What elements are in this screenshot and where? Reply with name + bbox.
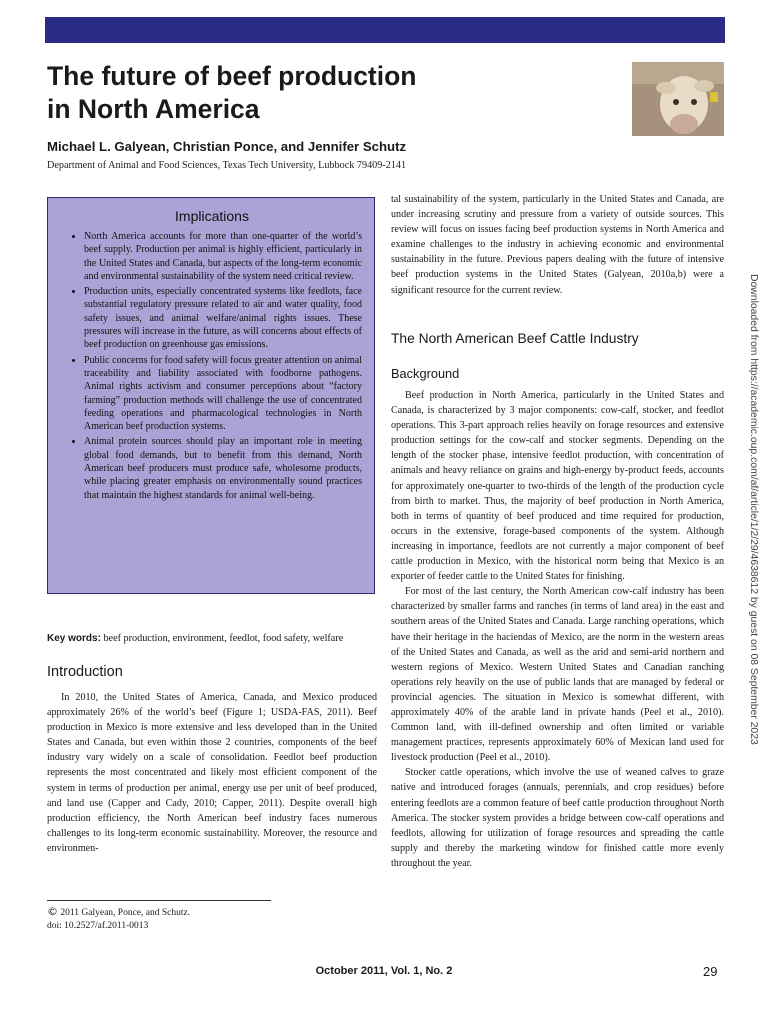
body-paragraph: Stocker cattle operations, which involve the use of weaned calves to graze native and introduced forages (annuals, perennials, and crop residues) before entering feedlots are a common feature of beef cattle production throughout North America. The stocker system provides a bridge between cow-calf operations and feedlots, allowing for utilization of forage resources and spreading the cattle supply and thereby the marketing window for finished cattle more evenly throughout the year. (391, 767, 724, 869)
implication-item: • Public concerns for food safety will focus greater attention on animal traceability and liability associated with foodborne pathogens. Animal rights activism and consumer perceptions about “factory farming” production methods will challenge the use of concentrated feeding operations and pharmacological technologies in North American beef production systems. (84, 354, 362, 434)
implications-list (62, 230, 362, 502)
implication-item: • North America accounts for more than one-quarter of the world’s beef supply. Production per animal is highly efficient, particularly in the United States and Canada, but aspects of the long-term economic and environmental sustainability of the system need critical review. (84, 230, 362, 283)
column2-lead-paragraph: tal sustainability of the system, particularly in the United States and Canada, are under increasing scrutiny and pressure from a variety of outside sources. This review will focus on issues facing beef production systems in North America and examine challenges to the industry in achieving economic and environmental sustainability in the future. Previous papers dealing with the future of intensive beef production systems in the United States (Galyean, 2010a,b) were a significant resource for the current review. (391, 194, 724, 296)
implication-item: • Production units, especially concentrated systems like feedlots, face substantial regulatory pressure related to air and water quality, food safety issues, and animal welfare/animal rights issues. These pressures will increase in the future, as will concerns about effects of beef production on greenhouse gas emissions. (84, 285, 362, 351)
author-affiliation: Department of Animal and Food Sciences, Texas Tech University, Lubbock 79409-2141 (47, 160, 407, 171)
doi-text: doi: 10.2527/af.2011-0013 (47, 921, 149, 931)
footer-issue-info: October 2011, Vol. 1, No. 2 (315, 965, 453, 977)
top-header-bar (45, 17, 725, 43)
implications-title: Implications (175, 208, 249, 224)
keywords-label: Key words: (47, 633, 101, 644)
body-paragraph: Beef production in North America, particularly in the United States and Canada, is characterized by 3 major components: cow-calf, stocker, and feedlot operations. This 3-part approach relies heavily on forage resources and extensive production settings for the cow-calf and stocker segments. Depending on the length of the stocker phase, intensive feedlot production, with concentration of animals and heavy reliance on grains and high-energy by-product feeds, accounts for approximately one-quarter to two-thirds of the length of the production cycle from birth to market. Thus, the majority of beef production in North America, both in terms of quantity of beef produced and time required for production, occurs in the extensive, forage-based components of the system. Although increasing in importance, feedlots are not currently a major component of beef cattle production in Mexico, with the historical norm being that Mexico is an exporter of feeder cattle to the United States for finishing. (391, 390, 724, 583)
copyright-symbol: © (47, 905, 58, 918)
cow-photo (632, 62, 724, 136)
article-title: The future of beef production in North America (47, 61, 417, 124)
copyright-footnote (47, 905, 190, 933)
introduction-heading: Introduction (47, 664, 123, 680)
footnote-divider (47, 900, 271, 901)
implication-item: • Animal protein sources should play an important role in meeting global food demands, but to benefit from this demand, North American beef producers must produce safe, wholesome products, while placing greater emphasis on environmentally sound practices that maintain the highest standards for animal well-being. (84, 435, 362, 501)
cow-photo-icon (632, 62, 724, 136)
keywords-text: beef production, environment, feedlot, food safety, welfare (100, 633, 344, 644)
implications-box (47, 197, 375, 594)
subsection-heading: Background (391, 366, 460, 381)
page-number: 29 (703, 964, 718, 979)
section-heading: The North American Beef Cattle Industry (391, 331, 639, 346)
copyright-text: 2011 Galyean, Ponce, and Schutz. (58, 908, 191, 918)
body-paragraph: For most of the last century, the North American cow-calf industry has been characterized by smaller farms and ranches (in terms of land area) in the east and southern areas of the United States and Canada. Large ranching operations, which have their heritage in the haciendas of Mexico, are the norm in the western areas of the United States and Canada, as well as the arid and semi-arid northern and western regions of Mexico. Western United States and Canadian ranching operations rely heavily on the use of public lands that are managed by federal or provincial agencies. The situation in Mexico is somewhat different, with approximately 40% of the arable land in private hands (Peel et al., 2010). Common land, with ill-defined ownership and often limited or variable management practices, represents approximately 60% of Mexican land used for livestock production (Peel et al., 2010). (391, 586, 724, 764)
background-section (391, 388, 724, 871)
download-watermark: Downloaded from https://academic.oup.com/af/article/1/2/29/4638612 by guest on 08 September 2023 (748, 274, 759, 745)
article-authors: Michael L. Galyean, Christian Ponce, and Jennifer Schutz (47, 139, 407, 154)
keywords (47, 633, 377, 644)
introduction-paragraph: In 2010, the United States of America, Canada, and Mexico produced approximately 26% of the world’s beef (Figure 1; USDA-FAS, 2011). Beef production in Mexico is more extensive and less developed than in the United States and Canada, but even within those 2 countries, components of the beef industry vary widely on a scale of consolidation. Feedlot beef production represents the most concentrated and likely most efficient component of the system in terms of production per animal, energy use per unit of beef produced, and land use (Capper and Cady, 2010; Capper, 2011). Despite overall high production efficiency, the North American beef industry faces numerous challenges to its long-term economic sustainability. Moreover, the resource and environmen- (47, 692, 377, 854)
